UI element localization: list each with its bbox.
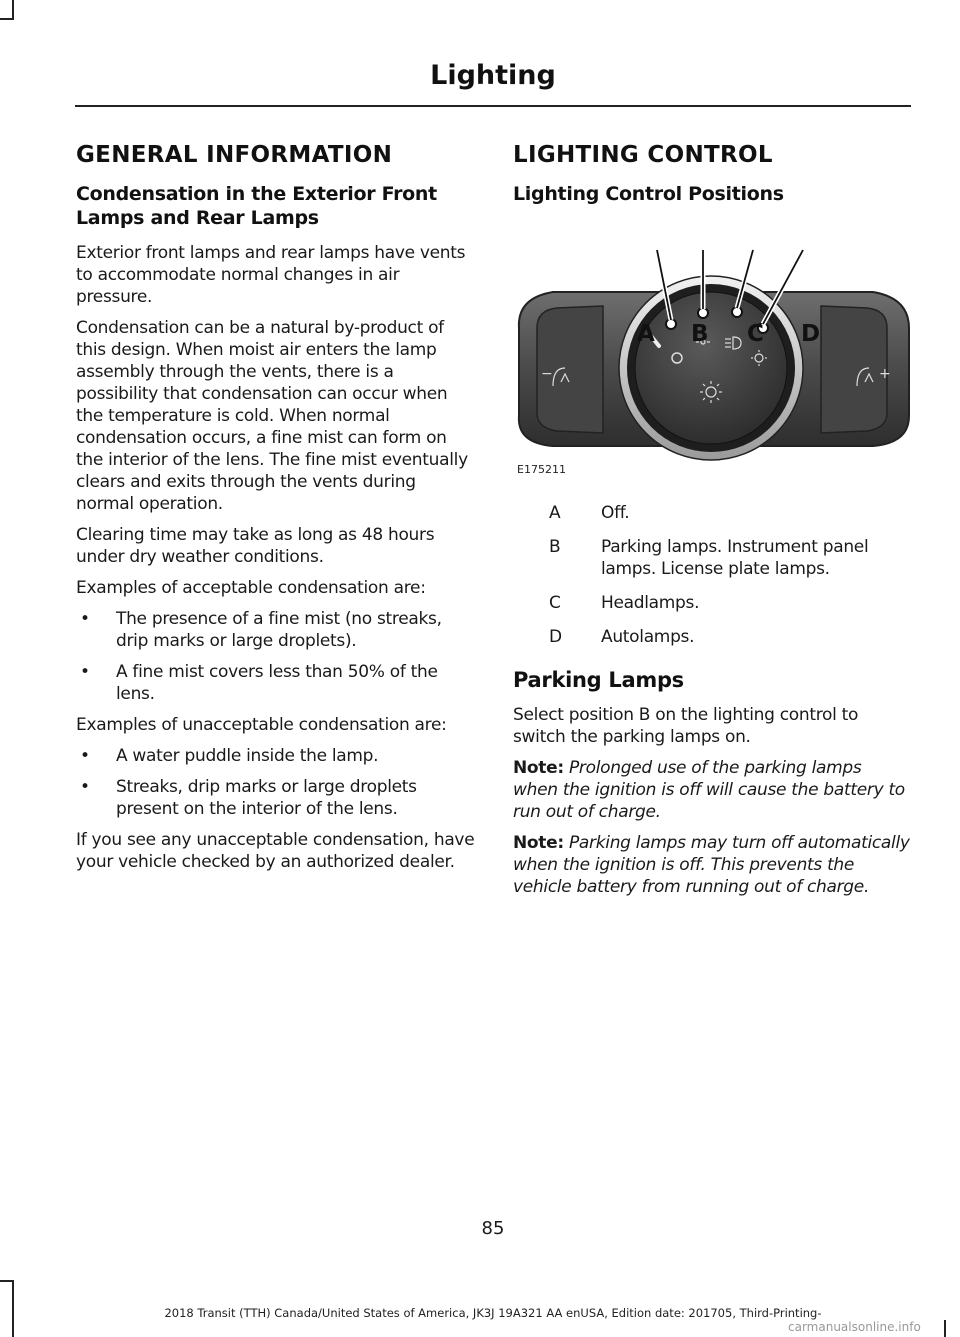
subheading-parking-lamps: Parking Lamps bbox=[513, 668, 684, 692]
lighting-control-illustration bbox=[513, 218, 911, 468]
list-item bbox=[513, 592, 911, 614]
crop-mark-bottom-right bbox=[944, 1320, 946, 1337]
figure-id: E175211 bbox=[517, 463, 566, 476]
right-column bbox=[513, 142, 911, 907]
list-item bbox=[513, 536, 911, 580]
callout-dot-c bbox=[732, 307, 742, 317]
subheading-lighting-control-positions: Lighting Control Positions bbox=[513, 183, 784, 205]
subheading-condensation: Condensation in the Exterior Front Lamps and Rear Lamps bbox=[76, 183, 437, 229]
position-text: Headlamps. bbox=[601, 593, 700, 613]
crop-mark-bottom-left-h bbox=[0, 1280, 14, 1282]
section-heading-lighting-control: LIGHTING CONTROL bbox=[513, 142, 773, 168]
list-item bbox=[513, 502, 911, 524]
position-text: Parking lamps. Instrument panel lamps. License plate lamps. bbox=[601, 537, 869, 579]
position-key: D bbox=[549, 627, 563, 647]
bullet: • bbox=[80, 777, 90, 797]
list-item: • A fine mist covers less than 50% of the lens. bbox=[80, 662, 438, 704]
position-text: Off. bbox=[601, 503, 630, 523]
callout-label-d: D bbox=[801, 321, 821, 347]
acceptable-list bbox=[76, 608, 476, 705]
callout-dot-b bbox=[698, 308, 708, 318]
position-key: C bbox=[549, 593, 561, 613]
list-item bbox=[513, 626, 911, 648]
watermark: carmanualsonline.info bbox=[788, 1320, 921, 1334]
unacceptable-list bbox=[76, 745, 476, 820]
crop-mark-top-left bbox=[12, 0, 14, 18]
left-column bbox=[76, 142, 476, 882]
header-rule bbox=[75, 105, 911, 107]
bullet: • bbox=[80, 746, 90, 766]
page-header-title: Lighting bbox=[430, 60, 556, 91]
paragraph-vents: Exterior front lamps and rear lamps have vents to accommodate normal changes in air pressure. bbox=[76, 243, 466, 307]
position-definitions bbox=[513, 502, 911, 648]
dimmer-pad-right bbox=[821, 306, 887, 433]
list-item: • Streaks, drip marks or large droplets present on the interior of the lens. bbox=[80, 777, 417, 819]
position-key: B bbox=[549, 537, 561, 557]
note-battery-drain: Note: Prolonged use of the parking lamps when the ignition is off will cause the battery to run out of charge. bbox=[513, 758, 905, 822]
dimmer-minus-label: − bbox=[541, 366, 553, 382]
rotary-knob bbox=[635, 292, 787, 444]
paragraph-clearing-time: Clearing time may take as long as 48 hours under dry weather conditions. bbox=[76, 525, 435, 567]
paragraph-parking-lamps: Select position B on the lighting control to switch the parking lamps on. bbox=[513, 705, 859, 747]
lighting-control-figure bbox=[513, 218, 911, 488]
dimmer-plus-label: + bbox=[879, 366, 891, 382]
bullet: • bbox=[80, 662, 90, 682]
callout-label-b: B bbox=[691, 321, 709, 347]
paragraph-condensation-by-product: Condensation can be a natural by-product of this design. When moist air enters the lamp assembly through the vents, there is a possibility that condensation can occur when the temperature is cold. When normal condensation occurs, a fine mist can form on the interior of the lens. The fine mist eventually clears and exits through the vents during normal operation. bbox=[76, 318, 468, 514]
section-heading-general-information: GENERAL INFORMATION bbox=[76, 142, 393, 168]
callout-dot-a bbox=[666, 319, 676, 329]
page-footer: 2018 Transit (TTH) Canada/United States of America, JK3J 19A321 AA enUSA, Edition date: 201705, Third-Printing- bbox=[164, 1306, 822, 1320]
paragraph-unacceptable-intro: Examples of unacceptable condensation are: bbox=[76, 715, 447, 735]
paragraph-acceptable-intro: Examples of acceptable condensation are: bbox=[76, 578, 426, 598]
note-auto-off: Note: Parking lamps may turn off automatically when the ignition is off. This prevents the vehicle battery from running out of charge. bbox=[513, 833, 910, 897]
crop-mark-top-left-h bbox=[0, 18, 14, 20]
callout-label-c: C bbox=[747, 321, 764, 347]
page-number: 85 bbox=[481, 1218, 505, 1239]
position-key: A bbox=[549, 503, 561, 523]
bullet: • bbox=[80, 609, 90, 629]
position-text: Autolamps. bbox=[601, 627, 695, 647]
list-item: • A water puddle inside the lamp. bbox=[80, 746, 379, 766]
list-item: • The presence of a fine mist (no streaks, drip marks or large droplets). bbox=[80, 609, 442, 651]
paragraph-dealer: If you see any unacceptable condensation, have your vehicle checked by an authorized dealer. bbox=[76, 830, 475, 872]
callout-label-a: A bbox=[637, 321, 655, 347]
